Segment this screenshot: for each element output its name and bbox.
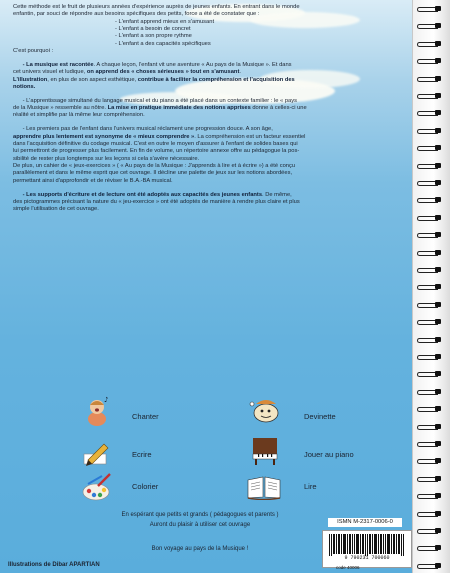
barcode	[322, 530, 412, 568]
binding-coil	[417, 41, 443, 46]
piano-icon	[250, 436, 280, 466]
pictogram-ecrire-label: Ecrire	[132, 450, 152, 459]
paragraph-line: apprendre plus lentement est synonyme de « mieux comprendre ». La compréhension est un facteur essentiel	[13, 133, 306, 140]
binding-coil	[417, 215, 443, 220]
pictogram-lire-label: Lire	[304, 482, 317, 491]
binding-coil	[417, 319, 443, 324]
binding-coil	[417, 163, 443, 168]
binding-coil	[417, 110, 443, 115]
paragraph-line: - Les supports d'écriture et de lecture ont été adoptés aux capacités des jeunes enfants. De même,	[22, 191, 292, 198]
barcode-bars	[329, 534, 405, 556]
binding-coil	[417, 354, 443, 359]
pictogram-devinette-label: Devinette	[304, 412, 336, 421]
binding-coil	[417, 197, 443, 202]
list-item: - L'enfant a des capacités spécifiques	[115, 40, 211, 47]
binding-coil	[417, 563, 443, 568]
intro-line: enfantin, par souci de répondre aux besoins spécifiques des petits, force a été de constater que :	[13, 11, 260, 18]
paragraph-line: parallèlement et dans le même esprit que cet ouvrage. Il décline une palette de jeux sur les notions abordées,	[13, 170, 293, 177]
paragraph-line: réalité et simplifie par là même leur compréhension.	[13, 112, 145, 119]
paragraph-line: de la Musique » ressemble au nôtre. La mise en pratique immédiate des notions apprises donne à celles-ci une	[13, 105, 307, 112]
list-item: - L'enfant a besoin de concret	[115, 26, 191, 33]
binding-coil	[417, 284, 443, 289]
spiral-binding	[412, 0, 450, 573]
binding-coil	[417, 232, 443, 237]
paragraph-line: des pictogrammes précisant la nature du « jeu-exercice » ont été adoptés de manière à rendre plus claire et plus	[13, 198, 300, 205]
paragraph-line: simple l'utilisation de cet ouvrage.	[13, 206, 99, 213]
binding-coil	[417, 458, 443, 463]
list-item: - L'enfant apprend mieux en s'amusant	[115, 18, 215, 25]
binding-coil	[417, 371, 443, 376]
open-book-icon	[246, 474, 282, 500]
closing-line-2: Auront du plaisir à utiliser cet ouvrage	[149, 522, 251, 528]
thinking-face-icon	[248, 398, 282, 424]
closing-line-3: Bon voyage au pays de la Musique !	[151, 546, 249, 552]
pictogram-jouer-label: Jouer au piano	[304, 450, 354, 459]
binding-coil	[417, 76, 443, 81]
paragraph-line: - L'apprentissage simultané du langage musical et du piano a été placé dans un contexte familier : le « pays	[22, 97, 297, 104]
paragraph-line: lui permettront de progresser plus facilement. En fin de volume, un répertoire annexe offre au pédagogue la pos-	[13, 148, 300, 155]
paint-palette-icon	[80, 472, 114, 502]
binding-coil	[417, 424, 443, 429]
isbn-label: ISMN M-2317-0006-0	[328, 518, 402, 527]
binding-coil	[417, 528, 443, 533]
binding-coil	[417, 23, 443, 28]
intro-line: Cette méthode est le fruit de plusieurs années d'expérience auprès de jeunes enfants. En entrant dans le monde	[13, 4, 300, 10]
closing-line-1: En espérant que petits et grands ( pédagogues et parents )	[121, 512, 279, 518]
product-code: code 40006	[336, 565, 360, 570]
paragraph-line: dans l'acquisition définitive du codage musical. C'est en outre le moyen d'assurer à l'enfant de solides bases qui	[13, 141, 298, 147]
illustration-credits: Illustrations de Dibar APARTIAN	[8, 562, 100, 568]
binding-coil	[417, 441, 443, 446]
binding-coil	[417, 250, 443, 255]
binding-coil	[417, 267, 443, 272]
pictogram-chanter-label: Chanter	[132, 412, 159, 421]
pencil-writing-icon	[80, 440, 112, 468]
svg-text:♪: ♪	[104, 396, 109, 404]
binding-coil	[417, 545, 443, 550]
binding-coil	[417, 93, 443, 98]
list-item: - L'enfant a son propre rythme	[115, 33, 192, 40]
body-text	[13, 4, 411, 214]
binding-coil	[417, 145, 443, 150]
binding-coil	[417, 493, 443, 498]
binding-coil	[417, 511, 443, 516]
binding-coil	[417, 337, 443, 342]
paragraph-line: cet univers visuel et ludique, on apprend des « choses sérieuses » tout en s'amusant.	[13, 69, 241, 76]
singing-child-icon	[82, 395, 112, 427]
binding-coil	[417, 302, 443, 307]
paragraph-line: - La musique est racontée. A chaque leçon, l'enfant vit une aventure « Au pays de la Musique ». Et dans	[22, 61, 292, 68]
barcode-digits: 9 790231 700060	[344, 555, 390, 561]
paragraph-line: permettant ainsi d'approfondir et de réviser le B.A.-BA musical.	[13, 177, 173, 184]
paragraph-line: L'illustration, en plus de son aspect esthétique, contribue à faciliter la compréhension et l'acquisition des	[13, 76, 295, 83]
paragraph-line: - Les premiers pas de l'enfant dans l'univers musical réclament une progression douce. A son âge,	[22, 126, 273, 133]
paragraph-line: De plus, un cahier de « jeux-exercices » ( « Au pays de la Musique : J'apprends à lire et à écrire ») a été conçu	[13, 163, 296, 170]
binding-coil	[417, 180, 443, 185]
binding-coil	[417, 58, 443, 63]
binding-coil	[417, 6, 443, 11]
conclusion-line: C'est pourquoi :	[13, 48, 54, 55]
binding-coil	[417, 128, 443, 133]
binding-coil	[417, 406, 443, 411]
paragraph-line: sibilité de rester plus longtemps sur les leçons si cela s'avère nécessaire.	[13, 155, 200, 162]
binding-coil	[417, 476, 443, 481]
paragraph-line: notions.	[13, 83, 36, 90]
child-needs-list	[13, 19, 411, 48]
pictogram-colorier-label: Colorier	[132, 482, 159, 491]
binding-coil	[417, 389, 443, 394]
